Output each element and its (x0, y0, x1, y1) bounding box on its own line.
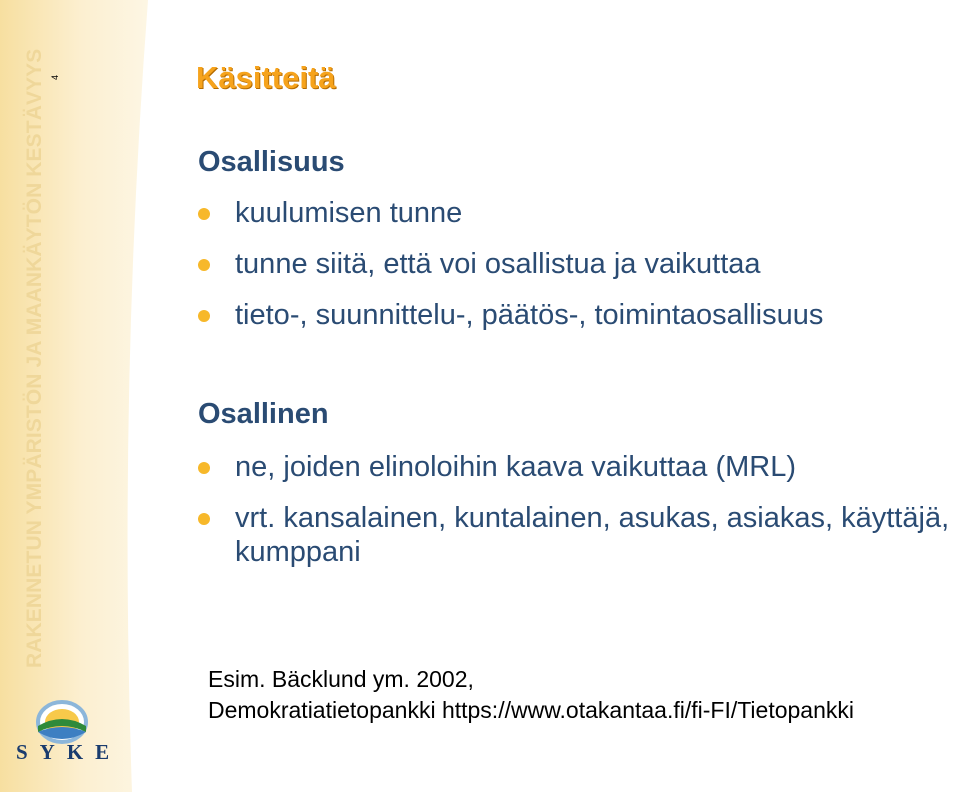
bullet-dot-icon (198, 310, 210, 322)
bullet-list-osallinen (196, 450, 956, 586)
list-item (196, 247, 956, 281)
list-item-text: vrt. kansalainen, kuntalainen, asukas, asiakas, käyttäjä, kumppani (235, 502, 950, 568)
list-item-text: kuulumisen tunne (235, 197, 463, 229)
list-item-text: tunne siitä, että voi osallistua ja vaikuttaa (235, 248, 761, 280)
bullet-list-osallisuus (196, 196, 956, 349)
slide-number: 4 (50, 74, 60, 80)
bullet-dot-icon (198, 259, 210, 271)
list-item (196, 196, 956, 230)
list-item-text: tieto-, suunnittelu-, päätös-, toimintaosallisuus (235, 299, 824, 331)
list-item (196, 501, 956, 569)
source-note (208, 664, 958, 726)
list-item (196, 298, 956, 332)
bullet-dot-icon (198, 513, 210, 525)
bullet-dot-icon (198, 462, 210, 474)
logo-text: SYKE (16, 740, 122, 764)
side-vertical-text: RAKENNETUN YMPÄRISTÖN JA MAANKÄYTÖN KESTÄVYYS (23, 48, 46, 668)
section-heading-osallinen: Osallinen (198, 398, 329, 430)
source-line-2: Demokratiatietopankki https://www.otakantaa.fi/fi-FI/Tietopankki (208, 697, 854, 723)
bullet-dot-icon (198, 208, 210, 220)
list-item-text: ne, joiden elinoloihin kaava vaikuttaa (MRL) (235, 451, 796, 483)
list-item (196, 450, 956, 484)
section-heading-osallisuus: Osallisuus (198, 146, 345, 178)
slide-title: Käsitteitä (196, 60, 336, 95)
source-line-1: Esim. Bäcklund ym. 2002, (208, 666, 474, 692)
